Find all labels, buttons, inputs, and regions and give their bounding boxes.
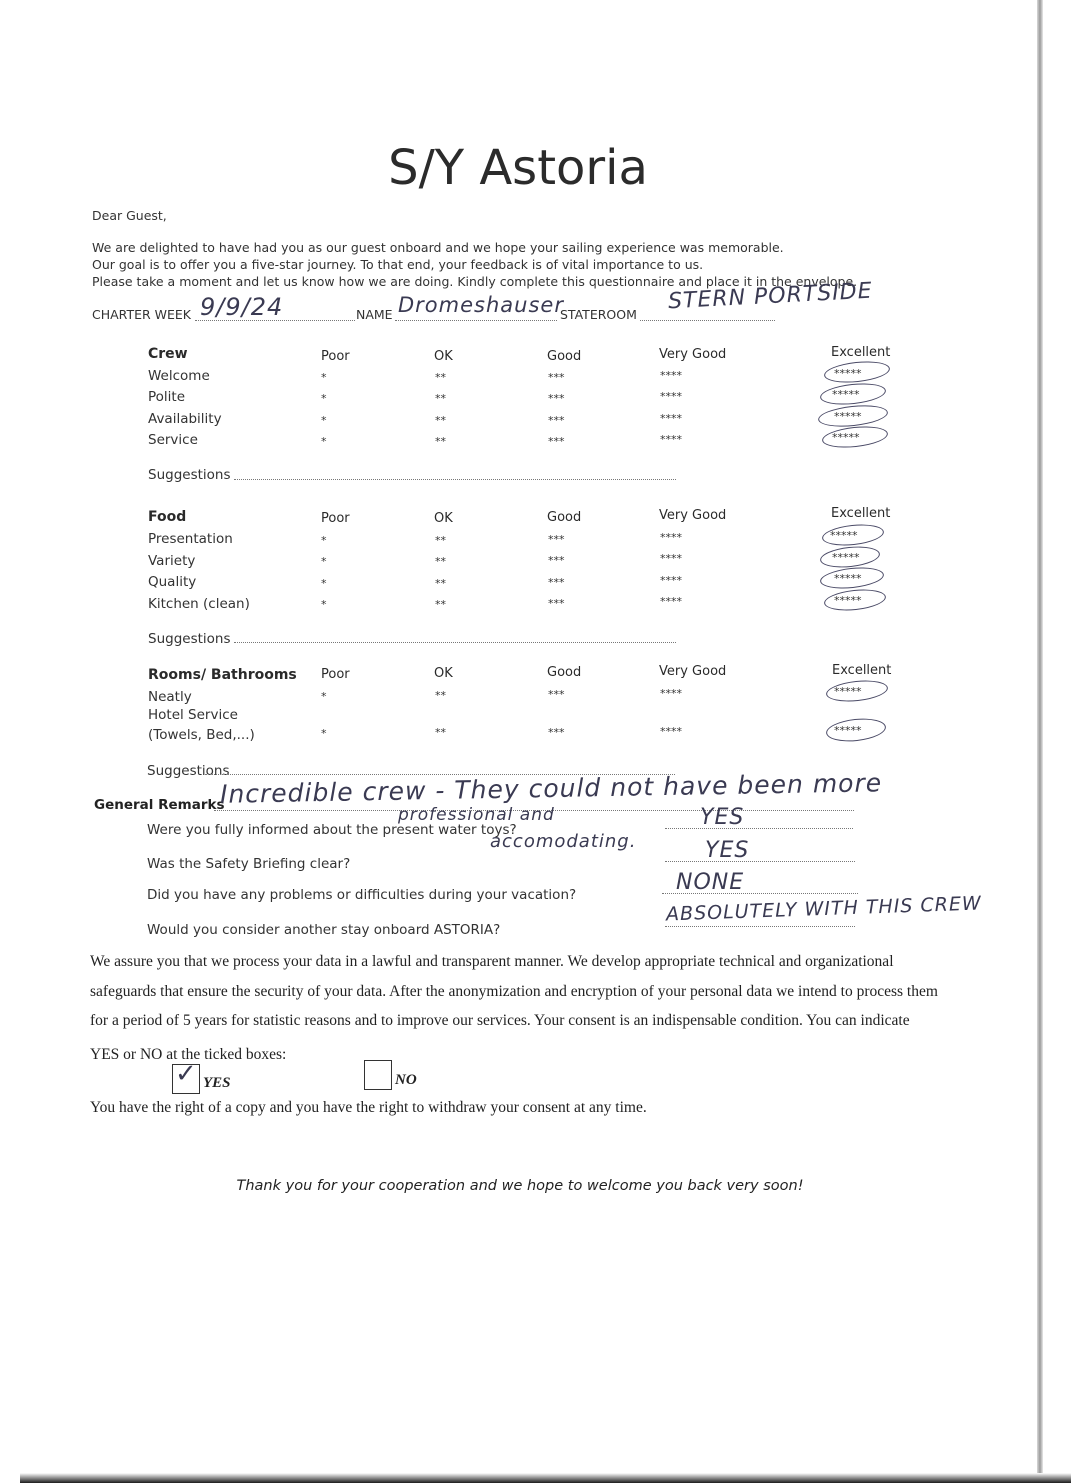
rating-option-3[interactable]: ***	[548, 688, 565, 701]
rating-option-5[interactable]: *****	[834, 367, 862, 380]
col-excellent: Excellent	[832, 663, 892, 678]
answer-safety-briefing[interactable]: YES	[705, 838, 750, 863]
rating-option-2[interactable]: **	[435, 689, 446, 702]
rating-option-2[interactable]: **	[435, 371, 446, 384]
question-problems: Did you have any problems or difficulties during your vacation?	[147, 887, 577, 903]
rating-option-1[interactable]: *	[321, 534, 327, 547]
rating-option-4[interactable]: ****	[660, 552, 682, 565]
row-label: Hotel Service	[148, 707, 238, 723]
rating-option-2[interactable]: **	[435, 598, 446, 611]
col-good: Good	[547, 349, 582, 364]
answer-line	[665, 861, 855, 862]
consent-no-checkbox[interactable]	[364, 1060, 392, 1090]
row-label: Availability	[148, 411, 222, 427]
answer-another-stay[interactable]: ABSOLUTELY WITH THIS CREW	[665, 892, 983, 926]
rating-option-5[interactable]: *****	[832, 551, 860, 564]
rating-option-3[interactable]: ***	[548, 533, 565, 546]
row-label: Service	[148, 432, 198, 448]
rating-option-2[interactable]: **	[435, 414, 446, 427]
legal-line-2: safeguards that ensure the security of your data. After the anonymization and encryption of your personal data we intend to process them	[90, 983, 938, 1000]
document-title: S/Y Astoria	[388, 140, 648, 196]
selection-circle	[825, 678, 889, 704]
selection-circle	[821, 424, 889, 451]
row-label: Kitchen (clean)	[148, 596, 250, 612]
suggestions-label: Suggestions	[148, 631, 231, 647]
general-remarks-text[interactable]: Incredible crew - They could not have been more	[219, 768, 883, 809]
rating-option-3[interactable]: ***	[548, 726, 565, 739]
suggestions-label: Suggestions	[147, 763, 230, 779]
rating-option-3[interactable]: ***	[548, 435, 565, 448]
stateroom-line	[640, 320, 775, 321]
name-line	[395, 320, 557, 321]
scan-shadow	[20, 1473, 1071, 1483]
answer-water-toys[interactable]: YES	[700, 805, 745, 830]
rights-text: You have the right of a copy and you have the right to withdraw your consent at any time.	[90, 1099, 647, 1116]
col-ok: OK	[434, 666, 453, 681]
name-value[interactable]: Dromeshauser	[398, 293, 564, 317]
page-edge	[1037, 0, 1043, 1483]
legal-line-4: YES or NO at the ticked boxes:	[90, 1046, 287, 1063]
selection-circle	[819, 381, 887, 408]
rating-option-1[interactable]: *	[321, 555, 327, 568]
rating-option-4[interactable]: ****	[660, 574, 682, 587]
rating-option-4[interactable]: ****	[660, 433, 682, 446]
col-ok: OK	[434, 349, 453, 364]
rating-option-2[interactable]: **	[435, 726, 446, 739]
rating-option-1[interactable]: *	[321, 727, 327, 740]
general-remarks-label: General Remarks	[94, 797, 225, 813]
rating-option-5[interactable]: *****	[834, 410, 862, 423]
rating-option-5[interactable]: *****	[832, 431, 860, 444]
selection-circle	[817, 402, 889, 429]
charter-week-value[interactable]: 9/9/24	[200, 293, 284, 321]
answer-line	[665, 828, 853, 829]
rating-option-2[interactable]: **	[435, 577, 446, 590]
row-label: Welcome	[148, 368, 210, 384]
row-label: Quality	[148, 574, 197, 590]
suggestions-line[interactable]	[234, 642, 676, 643]
col-very-good: Very Good	[659, 347, 727, 362]
rating-option-5[interactable]: *****	[834, 724, 862, 737]
consent-yes-label: YES	[203, 1075, 231, 1091]
col-very-good: Very Good	[659, 508, 727, 523]
rating-option-3[interactable]: ***	[548, 414, 565, 427]
greeting: Dear Guest,	[92, 208, 167, 223]
rating-option-5[interactable]: *****	[832, 388, 860, 401]
rating-option-4[interactable]: ****	[660, 725, 682, 738]
col-ok: OK	[434, 511, 453, 526]
question-water-toys: Were you fully informed about the present water toys?	[147, 822, 517, 838]
question-safety-briefing: Was the Safety Briefing clear?	[147, 856, 351, 872]
rating-option-1[interactable]: *	[321, 577, 327, 590]
rating-option-4[interactable]: ****	[660, 369, 682, 382]
selection-circle	[821, 522, 885, 548]
rating-option-2[interactable]: **	[435, 534, 446, 547]
rating-option-2[interactable]: **	[435, 392, 446, 405]
name-label: NAME	[356, 307, 393, 322]
answer-problems[interactable]: NONE	[676, 870, 745, 895]
intro-line-2: Our goal is to offer you a five-star journey. To that end, your feedback is of vital importance to us.	[92, 257, 704, 272]
row-label: Variety	[148, 553, 196, 569]
row-label-sub: (Towels, Bed,...)	[148, 727, 255, 743]
intro-line-3: Please take a moment and let us know how we are doing. Kindly complete this questionnaire and place it in the envelope.	[92, 274, 858, 289]
answer-line	[665, 926, 855, 927]
row-label: Polite	[148, 389, 186, 405]
consent-yes-checkbox[interactable]	[172, 1059, 200, 1094]
rating-option-5[interactable]: *****	[834, 572, 862, 585]
rating-option-1[interactable]: *	[321, 414, 327, 427]
rating-option-1[interactable]: *	[321, 392, 327, 405]
col-poor: Poor	[321, 349, 350, 364]
stateroom-value[interactable]: STERN PORTSIDE	[667, 278, 874, 315]
col-good: Good	[547, 665, 582, 680]
selection-circle	[823, 587, 887, 613]
rating-option-4[interactable]: ****	[660, 412, 682, 425]
rating-option-1[interactable]: *	[321, 435, 327, 448]
rating-option-4[interactable]: ****	[660, 687, 682, 700]
check-mark-icon: ✓	[175, 1059, 198, 1089]
section-title-food: Food	[148, 509, 187, 525]
general-remarks-text-2: professional and	[398, 805, 555, 825]
suggestions-line[interactable]	[234, 479, 676, 480]
col-excellent: Excellent	[831, 345, 891, 360]
selection-circle	[819, 544, 881, 570]
section-title-crew: Crew	[148, 346, 188, 362]
col-very-good: Very Good	[659, 664, 727, 679]
selection-circle	[825, 716, 887, 744]
suggestions-label: Suggestions	[148, 467, 231, 483]
rating-option-5[interactable]: *****	[834, 594, 862, 607]
col-excellent: Excellent	[831, 506, 891, 521]
question-another-stay: Would you consider another stay onboard ASTORIA?	[147, 922, 501, 938]
intro-line-1: We are delighted to have had you as our guest onboard and we hope your sailing experience was memorable.	[92, 240, 784, 255]
rating-option-1[interactable]: *	[321, 371, 327, 384]
col-good: Good	[547, 510, 582, 525]
selection-circle	[823, 359, 891, 386]
rating-option-4[interactable]: ****	[660, 390, 682, 403]
stateroom-label: STATEROOM	[560, 307, 637, 322]
rating-option-5[interactable]: *****	[830, 529, 858, 542]
rating-option-3[interactable]: ***	[548, 554, 565, 567]
charter-week-label: CHARTER WEEK	[92, 307, 191, 322]
legal-line-1: We assure you that we process your data in a lawful and transparent manner. We develop appropriate technical and organizational	[90, 953, 894, 970]
row-label: Neatly	[148, 689, 192, 705]
section-title-rooms: Rooms/ Bathrooms	[148, 667, 297, 683]
rating-option-3[interactable]: ***	[548, 371, 565, 384]
rating-option-2[interactable]: **	[435, 555, 446, 568]
selection-circle	[819, 565, 885, 592]
col-poor: Poor	[321, 511, 350, 526]
rating-option-3[interactable]: ***	[548, 576, 565, 589]
thank-you-note: Thank you for your cooperation and we hope to welcome you back very soon!	[236, 1178, 804, 1194]
col-poor: Poor	[321, 667, 350, 682]
rating-option-1[interactable]: *	[321, 690, 327, 703]
rating-option-5[interactable]: *****	[834, 685, 862, 698]
legal-line-3: for a period of 5 years for statistic reasons and to improve our services. Your consent is an indispensable condition. You can indicate	[90, 1012, 910, 1029]
rating-option-4[interactable]: ****	[660, 595, 682, 608]
rating-option-1[interactable]: *	[321, 598, 327, 611]
rating-option-3[interactable]: ***	[548, 597, 565, 610]
consent-no-label: NO	[395, 1072, 417, 1088]
general-remarks-text-3: accomodating.	[490, 831, 637, 852]
rating-option-3[interactable]: ***	[548, 392, 565, 405]
rating-option-2[interactable]: **	[435, 435, 446, 448]
row-label: Presentation	[148, 531, 233, 547]
rating-option-4[interactable]: ****	[660, 531, 682, 544]
